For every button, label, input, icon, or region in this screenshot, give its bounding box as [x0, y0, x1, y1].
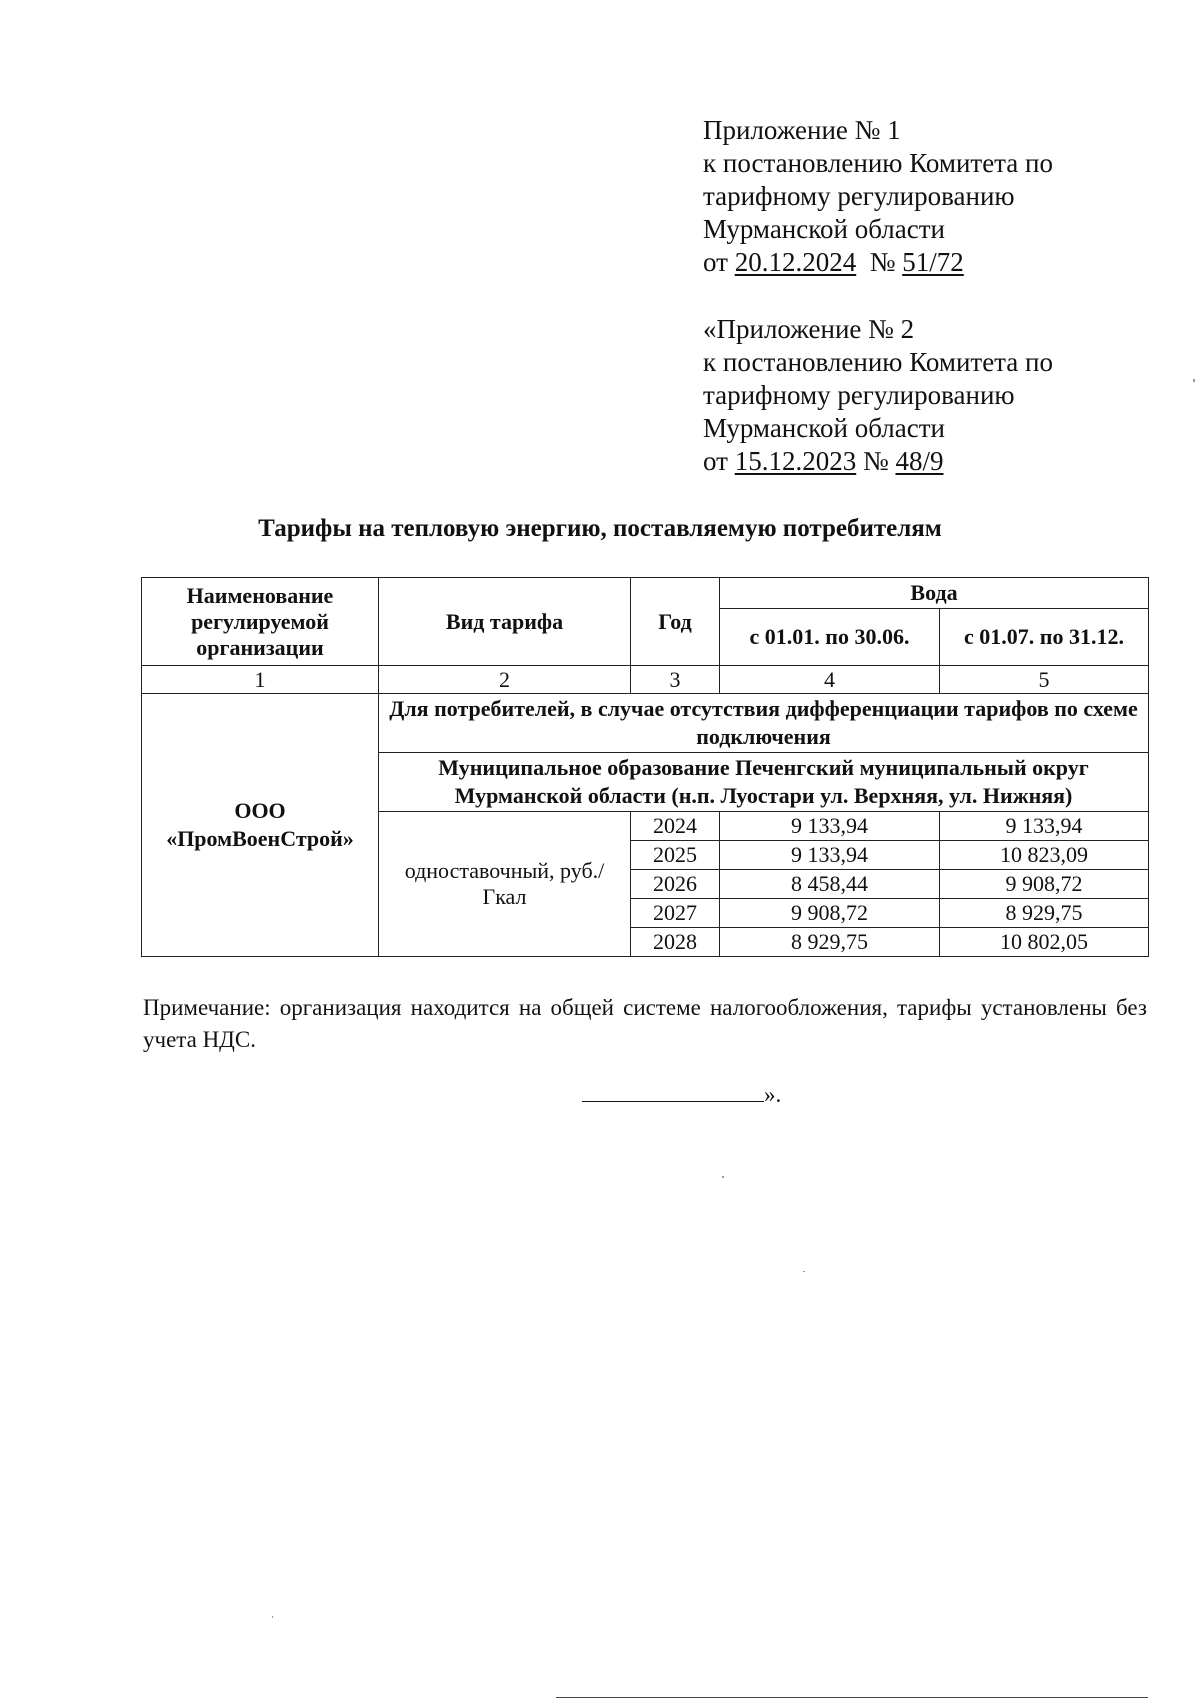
scan-speck	[803, 1271, 805, 1272]
section-row-consumers	[142, 694, 1149, 753]
header-tariff-type: Вид тарифа	[379, 578, 631, 666]
column-number: 4	[720, 666, 940, 694]
signature-blank-line	[582, 1079, 764, 1102]
tariff-h1-cell: 8 458,44	[720, 870, 940, 899]
column-number: 5	[940, 666, 1149, 694]
appendix-2-date-line	[703, 445, 1053, 478]
document-title: Тарифы на тепловую энергию, поставляемую потребителям	[258, 515, 942, 542]
year-cell: 2024	[631, 812, 720, 841]
tariff-h2-cell: 10 802,05	[940, 928, 1149, 957]
tariff-h1-cell: 9 908,72	[720, 899, 940, 928]
year-cell: 2028	[631, 928, 720, 957]
appendix-2-date-prefix: от	[703, 446, 728, 476]
appendix-1-line2: к постановлению Комитета по	[703, 148, 1053, 178]
section-consumers: Для потребителей, в случае отсутствия дифференциации тарифов по схеме подключения	[379, 694, 1149, 753]
appendix-2-number-prefix: №	[862, 446, 889, 476]
organization-name: ООО «ПромВоенСтрой»	[142, 694, 379, 957]
scan-edge-line	[556, 1697, 1148, 1698]
column-number-row	[142, 666, 1149, 694]
tariff-h1-cell: 9 133,94	[720, 841, 940, 870]
tariff-h1-cell: 8 929,75	[720, 928, 940, 957]
note-paragraph: Примечание: организация находится на общей системе налогообложения, тарифы установлены без учета НДС.	[143, 995, 1147, 1052]
year-cell: 2025	[631, 841, 720, 870]
tariff-h2-cell: 9 133,94	[940, 812, 1149, 841]
tariff-type-cell: одноставочный, руб./Гкал	[379, 812, 631, 957]
tariffs-table	[141, 577, 1149, 957]
appendix-1-line4: Мурманской области	[703, 214, 945, 244]
header-water: Вода	[720, 578, 1149, 609]
section-municipality: Муниципальное образование Печенгский муниципальный округ Мурманской области (н.п. Луостари ул. Верхняя, ул. Нижняя)	[379, 753, 1149, 812]
tariff-h2-cell: 9 908,72	[940, 870, 1149, 899]
column-number: 1	[142, 666, 379, 694]
appendix-1-title: Приложение № 1	[703, 115, 901, 145]
column-number: 2	[379, 666, 631, 694]
appendix-2-date: 15.12.2023	[734, 446, 857, 476]
tariff-h2-cell: 8 929,75	[940, 899, 1149, 928]
year-cell: 2026	[631, 870, 720, 899]
closing-quote: ».	[764, 1082, 782, 1107]
appendix-1-date-line	[703, 246, 1053, 279]
scan-speck	[722, 1176, 724, 1178]
header-period-1: с 01.01. по 30.06.	[720, 609, 940, 666]
appendix-1-date-prefix: от	[703, 247, 728, 277]
appendix-2-line2: к постановлению Комитета по	[703, 347, 1053, 377]
closing-line	[582, 1079, 781, 1110]
appendix-1-number: 51/72	[902, 247, 964, 277]
appendix-2-title: «Приложение № 2	[703, 314, 915, 344]
header-year: Год	[631, 578, 720, 666]
scan-speck	[272, 1616, 273, 1618]
header-period-2: с 01.07. по 31.12.	[940, 609, 1149, 666]
appendix-2-line4: Мурманской области	[703, 413, 945, 443]
appendix-1-header	[703, 114, 1053, 279]
appendix-2-header	[703, 313, 1053, 478]
column-number: 3	[631, 666, 720, 694]
tariff-h2-cell: 10 823,09	[940, 841, 1149, 870]
appendix-2-number: 48/9	[895, 446, 944, 476]
appendix-1-line3: тарифному регулированию	[703, 181, 1015, 211]
year-cell: 2027	[631, 899, 720, 928]
scan-speck	[1193, 379, 1195, 382]
appendix-1-date: 20.12.2024	[734, 247, 857, 277]
header-org-name: Наименование регулируемой организации	[142, 578, 379, 666]
table-header-row	[142, 578, 1149, 609]
appendix-2-line3: тарифному регулированию	[703, 380, 1015, 410]
appendix-1-number-prefix: №	[869, 247, 896, 277]
tariff-h1-cell: 9 133,94	[720, 812, 940, 841]
